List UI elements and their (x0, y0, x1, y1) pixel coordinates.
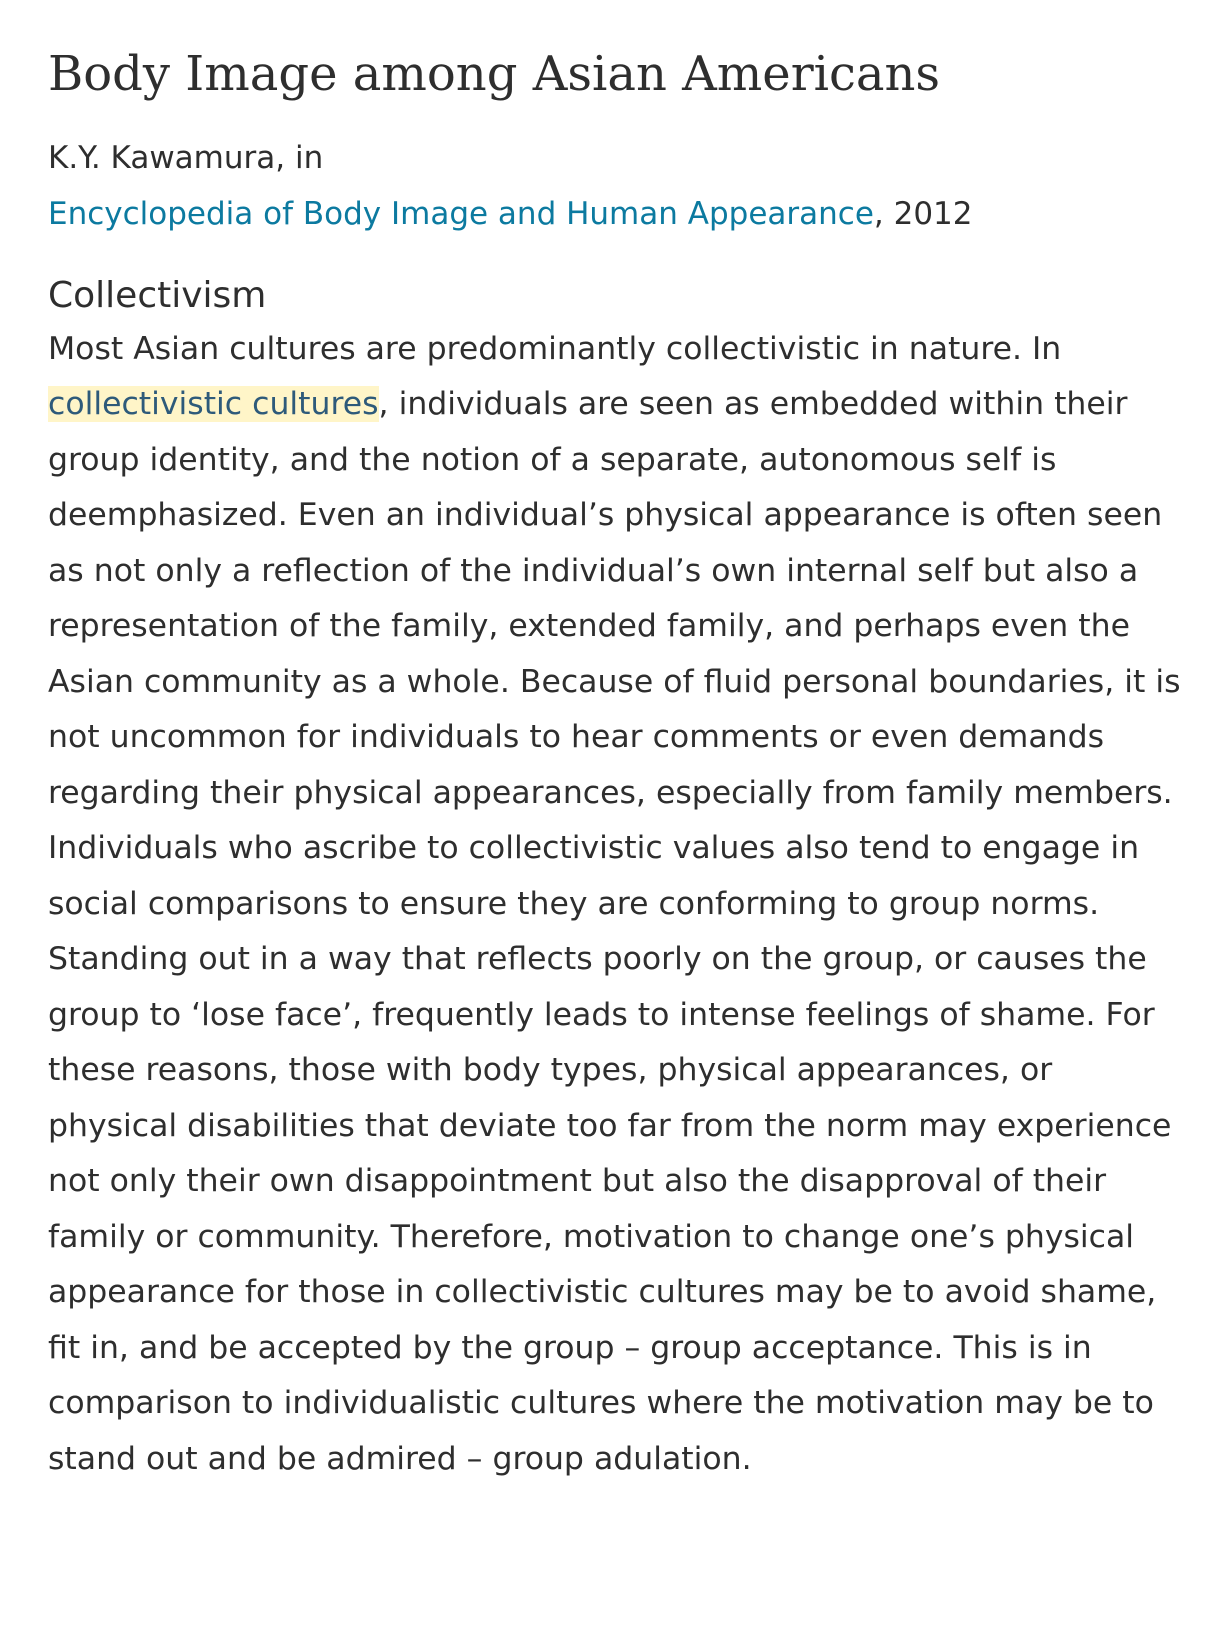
section-heading: Collectivism (48, 274, 267, 316)
section-paragraph (48, 322, 1188, 1488)
highlighted-term-link[interactable]: collectivistic cultures (48, 386, 379, 423)
paragraph-text-start: Most Asian cultures are predominantly collectivistic in nature. In (48, 330, 1062, 367)
author-byline: K.Y. Kawamura, in (48, 140, 324, 176)
source-year: , 2012 (873, 196, 973, 233)
source-citation (48, 194, 1188, 234)
article-container (48, 44, 1188, 1487)
source-title-link[interactable]: Encyclopedia of Body Image and Human Appearance (48, 196, 874, 233)
article-title: Body Image among Asian Americans (48, 46, 941, 102)
paragraph-text-rest: , individuals are seen as embedded within their group identity, and the notion of a separate, autonomous self is deemphasized. Even an individual’s physical appearance is often seen as not only a reflection of the individual’s own internal self but also a representation of the family, extended family, and perhaps even the Asian community as a whole. Because of fluid personal boundaries, it is not uncommon for individuals to hear comments or even demands regarding their physical appearances, especially from family members. Individuals who ascribe to collectivistic values also tend to engage in social comparisons to ensure they are conforming to group norms. Standing out in a way that reflects poorly on the group, or causes the group to ‘lose face’, frequently leads to intense feelings of shame. For these reasons, those with body types, physical appearances, or physical disabilities that deviate too far from the norm may experience not only their own disappointment but also the disapproval of their family or community. Therefore, motivation to change one’s physical appearance for those in collectivistic cultures may be to avoid shame, fit in, and be accepted by the group – group acceptance. This is in comparison to individualistic cultures where the motivation may be to stand out and be admired – group adulation. (48, 386, 1181, 1477)
